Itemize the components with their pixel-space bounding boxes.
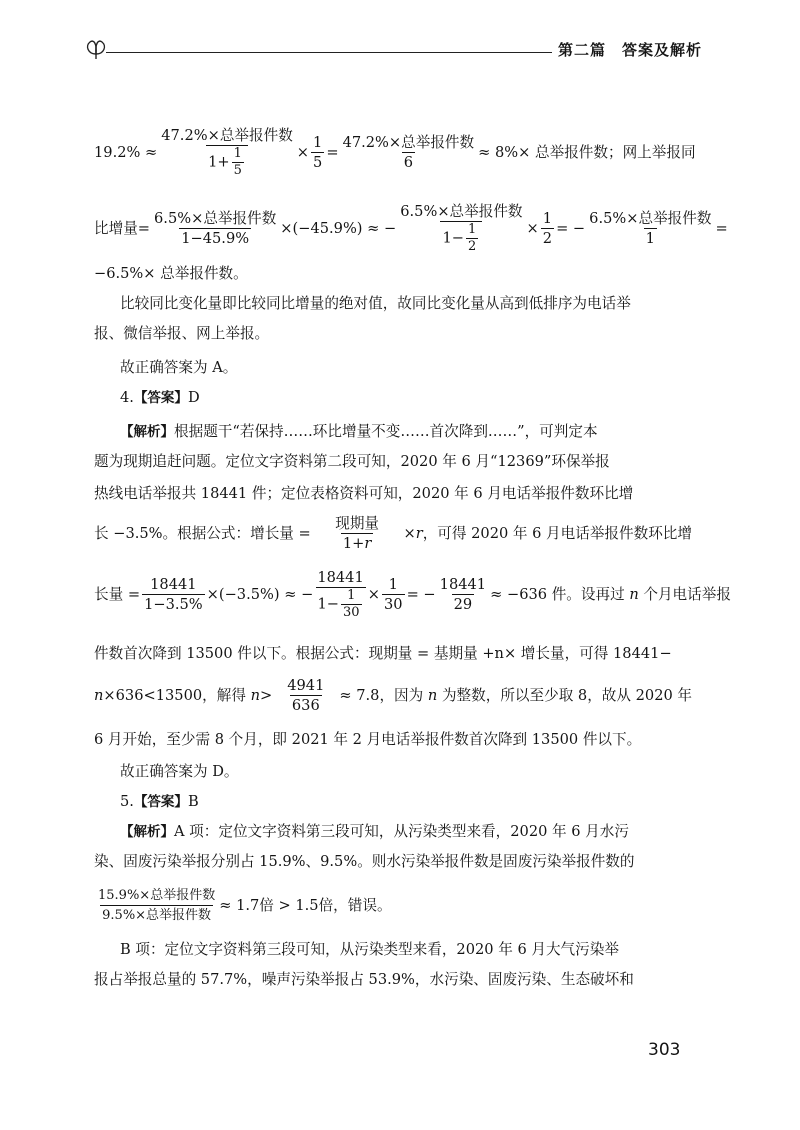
fraction: $\frac{\text{6.5\%×总举报件数}}{1}$	[589, 209, 712, 247]
line-14: n×636<13500，解得 n> $\frac{4941}{636}$ ≈ 7.8，因为 n 为整数，所以至少取 8，故从 2020 年	[94, 676, 692, 714]
page-number: 303	[648, 1040, 681, 1060]
leaf-ornament-icon	[82, 34, 112, 60]
fraction: $\frac{18441}{29}$	[439, 575, 487, 613]
header-rule	[106, 52, 552, 53]
line-12: 长量 = $\frac{18441}{1-3.5\%}$ ×(−3.5%) ≈ − 18441 1− $\frac{1}{30}$ × $\frac{1}{30}$ = − $\frac{18441}{29}$ ≈ −636 件。设再过 n 个月电话举报	[94, 569, 731, 620]
line-18: 【解析】A 项：定位文字资料第三段可知，从污染类型来看，2020 年 6 月水污	[120, 823, 629, 840]
line-21: B 项：定位文字资料第三段可知，从污染类型来看，2020 年 6 月大气污染举	[120, 941, 619, 958]
line-11: 长 −3.5%。根据公式：增长量 = $\frac{\text{现期量}}{1+r}$ ×r，可得 2020 年 6 月电话举报件数环比增	[94, 514, 692, 552]
line-22: 报占举报总量的 57.7%，噪声污染举报占 53.9%，水污染、固废污染、生态破坏和	[94, 971, 634, 988]
fraction: 47.2%×总举报件数 1+ $\frac{1}{5}$	[161, 127, 293, 178]
line-7: 4.【答案】D	[120, 389, 200, 406]
text: ≈ 8%× 总举报件数；网上举报同	[478, 144, 696, 161]
line-5: 报、微信举报、网上举报。	[94, 325, 270, 342]
fraction: $\frac{4941}{636}$	[287, 676, 325, 714]
fraction: $\frac{1}{2}$	[542, 209, 553, 247]
page-header	[82, 34, 702, 64]
text: 19.2% ≈	[94, 144, 158, 161]
line-6: 故正确答案为 A。	[120, 359, 238, 376]
line-2: 比增量= $\frac{\text{6.5\%×总举报件数}}{1-45.9\%}$ ×(−45.9%) ≈ − 6.5%×总举报件数 1− $\frac{1}{2}$ × $\frac{1}{2}$ = − $\frac{\text{6.5\%×总举报件数}}{1}$ =	[94, 203, 728, 254]
line-8: 【解析】根据题干“若保持……环比增量不变……首次降到……”，可判定本	[120, 423, 598, 440]
line-4: 比较同比变化量即比较同比增量的绝对值，故同比变化量从高到低排序为电话举	[120, 295, 631, 312]
section-title: 第二篇 答案及解析	[557, 41, 702, 59]
line-20: $\frac{\text{15.9\%×总举报件数}}{\text{9.5\%×总举报件数}}$ ≈ 1.7倍 > 1.5倍，错误。	[94, 884, 692, 928]
line-13: 件数首次降到 13500 件以下。根据公式：现期量 = 基期量 +n× 增长量，可得 18441−	[94, 645, 672, 662]
fraction: $\frac{\text{6.5\%×总举报件数}}{1-45.9\%}$	[154, 209, 277, 247]
line-1: 19.2% ≈ 47.2%×总举报件数 1+ $\frac{1}{5}$ × $\frac{1}{5}$ = $\frac{\text{47.2\%×总举报件数}}{6}$ ≈ 8%× 总举报件数；网上举报同	[94, 127, 696, 178]
fraction: $\frac{18441}{1-3.5\%}$	[144, 575, 203, 613]
fraction: 18441 1− $\frac{1}{30}$	[317, 569, 364, 620]
fraction: $\frac{\text{47.2\%×总举报件数}}{6}$	[342, 133, 475, 171]
line-15: 6 月开始，至少需 8 个月，即 2021 年 2 月电话举报件数首次降到 13500 件以下。	[94, 731, 642, 748]
line-10: 热线电话举报共 18441 件；定位表格资料可知，2020 年 6 月电话举报件数环比增	[94, 485, 634, 502]
fraction: $\frac{1}{5}$	[313, 133, 323, 171]
line-16: 故正确答案为 D。	[120, 763, 239, 780]
line-9: 题为现期追赶问题。定位文字资料第二段可知，2020 年 6 月“12369”环保举报	[94, 453, 610, 470]
fraction: $\frac{1}{30}$	[383, 575, 403, 613]
fraction: 6.5%×总举报件数 1− $\frac{1}{2}$	[400, 203, 523, 254]
line-19: 染、固废污染举报分别占 15.9%、9.5%。则水污染举报件数是固废污染举报件数的	[94, 853, 635, 870]
fraction: $\frac{\text{15.9\%×总举报件数}}{\text{9.5\%×总举报件数}}$	[96, 887, 217, 926]
fraction: $\frac{\text{现期量}}{1+r}$	[335, 514, 380, 552]
line-17: 5.【答案】B	[120, 793, 199, 810]
line-3: −6.5%× 总举报件数。	[94, 265, 248, 282]
